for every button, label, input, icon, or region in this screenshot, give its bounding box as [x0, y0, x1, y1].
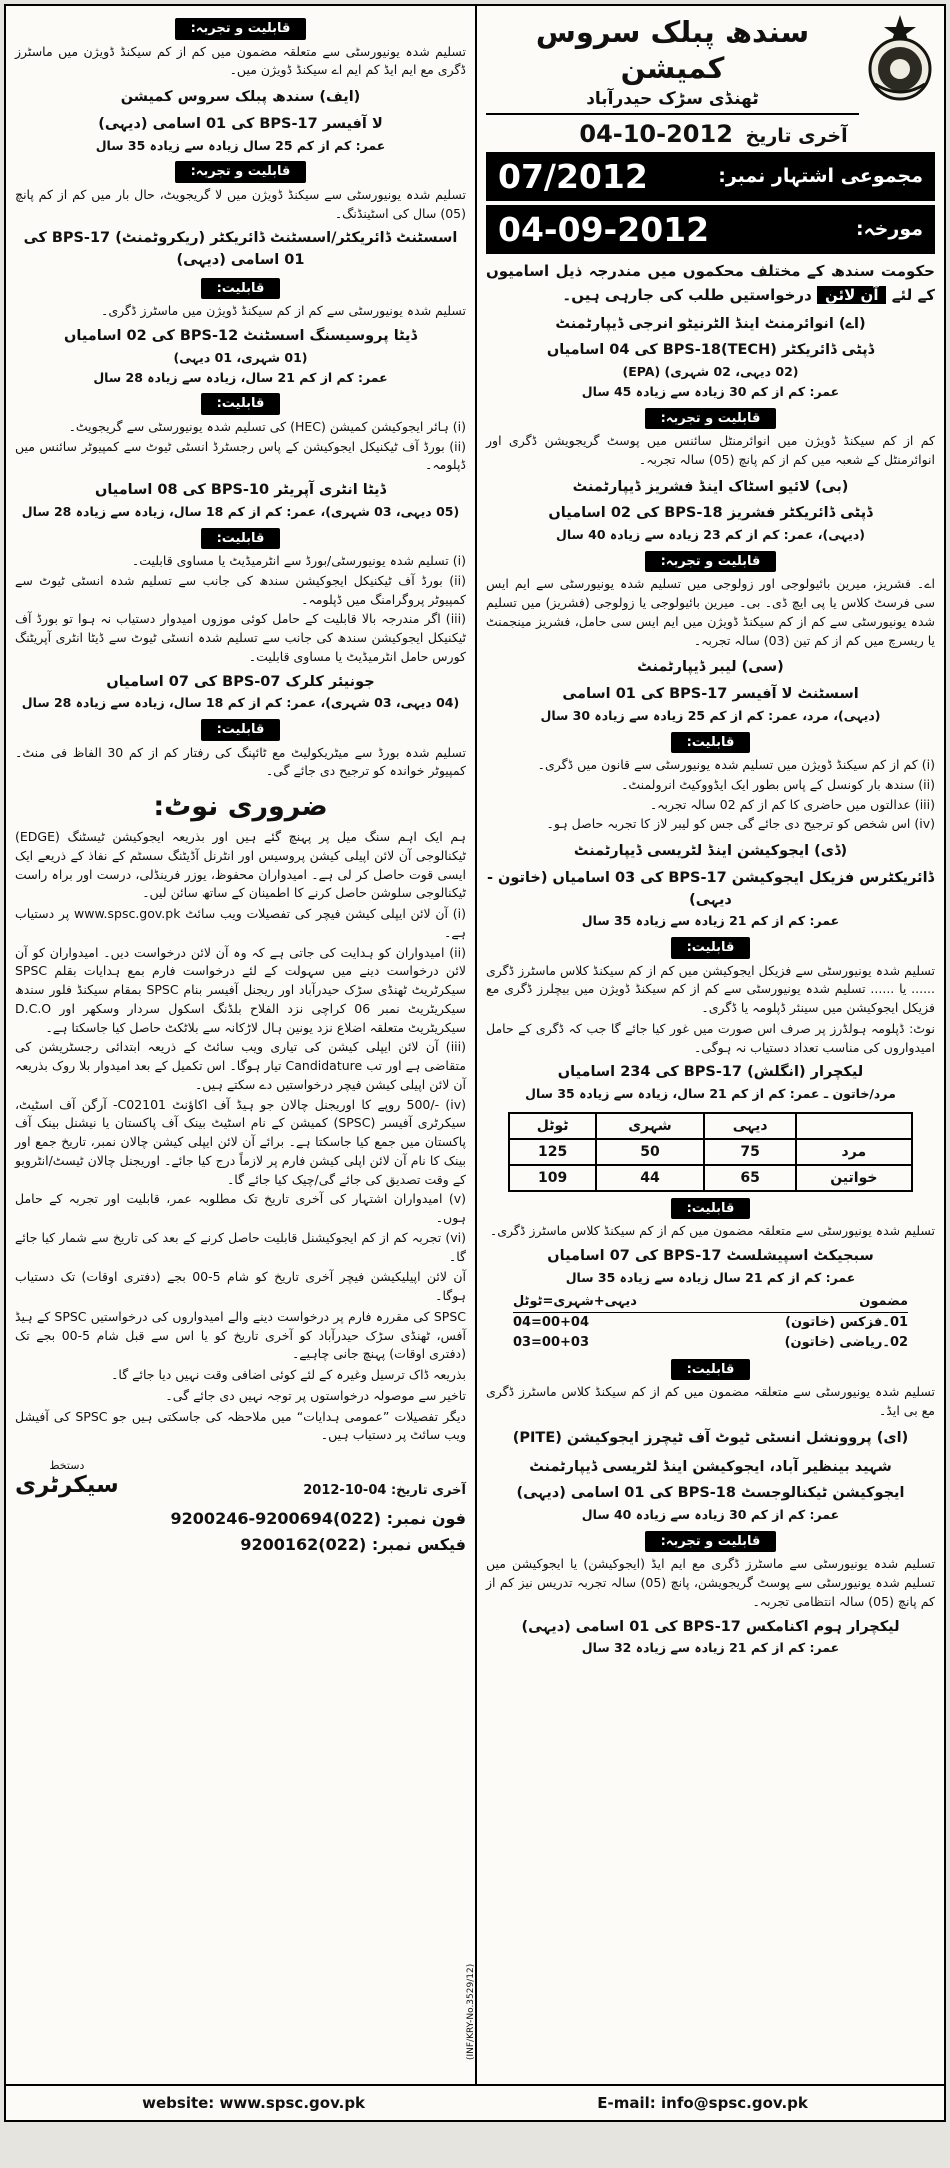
post-title: ایجوکیشن ٹیکنالوجسٹ BPS-18 کی 01 اسامی (دیہی)	[516, 1485, 905, 1502]
department-heading: (ایف) سندھ پبلک سروس کمیشن	[120, 89, 361, 105]
female-total: 109	[509, 1165, 595, 1191]
subject-specialist-table	[513, 1292, 908, 1353]
masthead-text	[486, 14, 859, 115]
paragraph: تسلیم شدہ یونیورسٹی سے فزیکل ایجوکیشن میں کم از کم سیکنڈ کلاس ماسٹرز ڈگری ...... یا ...... تسلیم شدہ یونیورسٹی سے کم از کم سیکنڈ ڈویژن میں بیچلرز ڈگری مع فزیکل ایجوکیشن میں سینئر ڈپلومہ یا ڈگری۔	[486, 962, 935, 1015]
commission-title: سندھ پبلک سروس کمیشن	[535, 15, 810, 86]
spsc-logo	[865, 14, 935, 102]
advert-date-value: 04-09-2012	[498, 209, 710, 249]
fax-number: فیکس نمبر: (022)9200162	[240, 1534, 466, 1554]
paragraph: آن لائن اپیلیکیشن فیچر آخری تاریخ کو شام 5-00 بجے (دفتری اوقات) تک دستیاب ہوگا۔	[15, 1269, 467, 1303]
last-date-line	[486, 120, 935, 148]
row-label-female: خواتین	[796, 1165, 911, 1191]
paragraph: تسلیم شدہ یونیورسٹی سے سیکنڈ ڈویژن میں لا گریجویٹ، حال بار میں کم از کم پانچ (05) سال کی اسٹینڈنگ۔	[15, 186, 466, 221]
female-urban: 44	[596, 1165, 704, 1191]
right-blocks-a	[486, 314, 935, 1104]
list-item: (i) کم از کم سیکنڈ ڈویژن میں تسلیم شدہ یونیورسٹی سے قانون میں ڈگری۔	[537, 757, 935, 772]
paragraph: کم از کم سیکنڈ ڈویژن میں انوائرمنٹل سائنس میں پوسٹ گریجویشن ڈگری اور انوائرمنٹل کے شعبہ میں کم از کم پانچ (05) سالہ تجربہ۔	[486, 433, 935, 467]
qualification-label: قابلیت و تجربہ:	[175, 161, 307, 183]
detail-line: (دیہی)، مرد، عمر: کم از کم 25 زیادہ سے زیادہ 30 سال	[540, 707, 881, 723]
qualification-label: قابلیت:	[671, 732, 751, 754]
post-title: لیکچرار (انگلش) BPS-17 کی 234 اسامیاں	[557, 1064, 864, 1081]
detail-line: عمر: کم از کم 21 زیادہ سے زیادہ 32 سال	[581, 1640, 840, 1656]
post-title: ڈپٹی ڈائریکٹر فشریز BPS-18 کی 02 اسامیاں	[548, 505, 873, 522]
detail-line: عمر: کم از کم 30 زیادہ سے زیادہ 45 سال	[581, 383, 840, 399]
email-text: E-mail: info@spsc.gov.pk	[597, 2094, 808, 2112]
subject-row	[513, 1313, 908, 1333]
qualification-label: قابلیت:	[201, 393, 281, 415]
signature-block	[15, 1459, 119, 1498]
qualification-label: قابلیت و تجربہ:	[645, 408, 777, 430]
list-item: (iv) -/500 روپے کا اوریجنل چالان جو ہیڈ آف اکاؤنٹ C02101- آرگن آف اسٹیٹ، سیکرٹری آفیسر (SPSC) کمیشن کے نام اسٹیٹ بینک آف پاکستان یا نیشنل بینک آف پاکستان میں جمع کیا جاسکتا ہے۔ برائے آن لائن ایپلی کیشن چالان نمبر، تاریخ جمع اور بینک کا نام آن لائن اپلی کیشن فارم پر لازماً درج کیا جائے۔ اوریجنل چالان ٹیسٹ/انٹرویو کے وقت تصدیق کی جائے گی/چیک کیا جائے گا۔	[15, 1096, 467, 1187]
advert-number-label: مجموعی اشتہار نمبر:	[718, 165, 923, 187]
online-highlight: آن لائن	[817, 286, 886, 304]
paragraph: تسلیم شدہ یونیورسٹی سے متعلقہ مضمون میں کم از کم سیکنڈ ڈویژن میں ماسٹرز ڈگری مع ایم ایڈ کم ایم اے سیکنڈ ڈویژن میں۔	[15, 43, 466, 78]
advert-number-banner	[486, 152, 935, 201]
post-title: ڈپٹی ڈائریکٹر BPS-18(TECH) کی 04 اسامیاں	[546, 342, 875, 359]
post-title: جونیئر کلرک BPS-07 کی 07 اسامیاں	[106, 673, 375, 690]
post-title: اسسٹنٹ ڈائریکٹر/اسسٹنٹ ڈائریکٹر (ریکروٹمنٹ) BPS-17 کی 01 اسامی (دیہی)	[23, 230, 458, 268]
paragraph: تاخیر سے موصولہ درخواستوں پر توجہ نہیں دی جائے گی۔	[165, 1387, 466, 1403]
detail-line: (02 دیہی، 02 شہری) (EPA)	[622, 364, 799, 379]
paragraph: SPSC کی مقررہ فارم پر درخواست دینے والے امیدواروں کی درخواستیں SPSC کے ہیڈ آفس، ٹھنڈی سڑک حیدرآباد کو آخری تاریخ کو یا اس سے قبل شام 5-00 بجے تک (دفتری اوقات) پہنچ جانی چاہیے۔	[15, 1308, 466, 1362]
department-heading: شہید بینظیر آباد، ایجوکیشن اینڈ لٹریسی ڈیپارٹمنٹ	[529, 1458, 892, 1475]
list-item: (v) امیدواران اشتہار کی آخری تاریخ تک مطلوبہ عمر، قابلیت اور تجربہ کے حامل ہوں۔	[15, 1191, 466, 1225]
list-item: (ii) بورڈ آف ٹیکنیکل ایجوکیشن سندھ کی جانب سے تسلیم شدہ انسٹی ٹیوٹ سے کمپیوٹر پروگرامنگ میں ڈپلومہ۔	[15, 572, 466, 607]
list-item: (ii) امیدواران کو ہدایت کی جاتی ہے کہ وہ آن لائن درخواست دیں۔ امیدواران کو آن لائن درخواست دینے میں سہولت کے لئے درخواست فارم بمع ہدایات بقلم SPSC سیکرٹریٹ ٹھنڈی سڑک حیدرآباد اور ریجنل آفیسر بنام SPSC بمقام سیکنڈ فلور سندھ سیکریٹریٹ نمبر 06 کراچی نزد الفلاح بلڈنگ اسکول سردار وسکھر اور D.C.O سیکریٹریٹ متعلقہ اضلاع نزد یونین ہال لاڑکانہ سے بلاٹکٹ حاصل کیا جاسکتا ہے۔	[15, 944, 466, 1035]
qualification-label: قابلیت:	[201, 278, 281, 300]
list-item: (i) تسلیم شدہ یونیورسٹی/بورڈ سے انٹرمیڈیٹ یا مساوی قابلیت۔	[131, 553, 466, 568]
intro-text-before: حکومت سندھ کے مختلف محکموں میں مندرجہ ذیل اسامیوں کے لئے	[486, 261, 935, 304]
subjects-header-row	[513, 1292, 908, 1313]
intro-text-after: درخواستیں طلب کی جارہی ہیں۔	[562, 285, 812, 304]
important-note-heading: ضروری نوٹ:	[153, 791, 328, 822]
last-date-label: آخری تاریخ	[745, 124, 848, 147]
columns	[6, 6, 944, 2084]
male-total: 125	[509, 1139, 595, 1165]
signature-area	[15, 1459, 466, 1498]
qualification-label: قابلیت و تجربہ:	[645, 551, 777, 573]
signature-script: دستخط	[49, 1459, 85, 1472]
subject-counts: 04=00+04	[512, 1314, 590, 1330]
department-heading: (ای) پروونشل انسٹی ٹیوٹ آف ٹیچرز ایجوکیشن (PITE)	[512, 1429, 909, 1446]
right-blocks-c	[486, 1359, 935, 1658]
row-label-male: مرد	[796, 1139, 911, 1165]
paragraph: تسلیم شدہ یونیورسٹی سے متعلقہ مضمون میں کم از کم سیکنڈ کلاس ماسٹرز ڈگری مع بی ایڈ۔	[486, 1384, 935, 1419]
last-date-value: 04-10-2012	[579, 119, 733, 148]
detail-line: عمر: کم از کم 21 زیادہ سے زیادہ 35 سال	[581, 913, 840, 929]
detail-line: عمر: کم از کم 21 سال، زیادہ سے زیادہ 28 سال	[93, 369, 388, 385]
inf-reference: (INF/KRY-No.3529/12)	[466, 1963, 476, 2060]
vacancy-table-header-row	[509, 1113, 911, 1139]
phone-number: فون نمبر: (022)9200694-9200246	[170, 1509, 466, 1528]
paragraph: نوٹ: ڈپلومہ ہولڈرز پر صرف اس صورت میں غور کیا جائے گا جب کہ ڈگری کے حامل امیدواروں کی مناسب تعداد دستیاب نہ ہوگی۔	[486, 1020, 935, 1055]
paragraph: ہم ایک اہم سنگ میل پر پہنچ گئے ہیں اور بذریعہ ایجوکیشن ٹیسٹنگ (EDGE) ٹیکنالوجی آن لائن اپیلی کیشن پروسیس اور انٹرنل آڈیٹنگ سسٹم کے نفاذ کے ذریعے ایک ایسی قوت حاصل کر لی ہے۔ امیدواران محفوظ، یوزر فرینڈلی، درست اور براہ راست ٹیکنالوجی سلوشن حاصل کرنے کا اطمینان کے ساتھ سائن لیں۔	[15, 829, 466, 901]
subjects-header-name: مضمون	[859, 1293, 909, 1309]
detail-line: عمر: کم از کم 21 سال زیادہ سے زیادہ 35 سال	[565, 1269, 856, 1285]
paragraph: دیگر تفصیلات ”عمومی ہدایات“ میں ملاحظہ کی جاسکتی ہیں جو SPSC کی آفیشل ویب سائٹ پر دستیاب ہیں۔	[15, 1408, 467, 1443]
paragraph: تسلیم شدہ یونیورسٹی سے متعلقہ مضمون میں کم از کم سیکنڈ کلاس ماسٹرز ڈگری۔	[489, 1223, 935, 1239]
vacancy-table	[508, 1112, 912, 1192]
qualification-label: قابلیت:	[201, 719, 281, 741]
subject-name: 01۔فزکس (خاتون)	[785, 1314, 909, 1330]
list-item: (iii) آن لائن ایپلی کیشن کی تیاری ویب سائٹ کے ذریعہ ابتدائی رجسٹریشن کی متقاضی ہے اور تب Candidature تیار ہوگا۔ اس تکمیل کے بعد امیدوار بلا روک بذریعہ آن لائن اپیلی کیشن فیچر درخواستیں دے سکتے ہیں۔	[15, 1039, 466, 1092]
right-blocks-b	[486, 1198, 935, 1288]
commission-address: ٹھنڈی سڑک حیدرآباد	[486, 89, 859, 115]
col-header-total: ٹوٹل	[509, 1113, 595, 1139]
masthead	[486, 12, 935, 115]
detail-line: (04 دیہی، 03 شہری)، عمر: کم از کم 18 سال، زیادہ سے زیادہ 28 سال	[21, 695, 460, 711]
post-title: لیکچرار ہوم اکنامکس BPS-17 کی 01 اسامی (دیہی)	[521, 1618, 900, 1635]
table-corner-cell	[796, 1113, 911, 1139]
col-header-rural: دیہی	[704, 1113, 796, 1139]
subject-counts: 03=00+03	[512, 1334, 590, 1350]
right-column	[475, 6, 944, 2084]
qualification-label: قابلیت و تجربہ:	[645, 1531, 777, 1553]
post-title: ڈیٹا انٹری آپریٹر BPS-10 کی 08 اسامیاں	[94, 482, 387, 498]
list-item: (ii) بورڈ آف ٹیکنیکل ایجوکیشن کے پاس رجسٹرڈ انسٹی ٹیوٹ سے کمپیوٹر سائنس میں ڈپلومہ۔	[15, 438, 466, 473]
advert-date-banner	[486, 205, 935, 254]
spsc-advertisement	[4, 4, 946, 2122]
qualification-label: قابلیت:	[671, 937, 751, 959]
contact-block	[15, 1506, 466, 1557]
female-rural: 65	[704, 1165, 796, 1191]
left-blocks-b	[15, 828, 466, 1445]
post-title: اسسٹنٹ لا آفیسر BPS-17 کی 01 اسامی	[562, 686, 859, 702]
male-urban: 50	[596, 1139, 704, 1165]
subjects-header-counts: دیہی+شہری=ٹوٹل	[512, 1293, 637, 1309]
advert-number-value: 07/2012	[498, 156, 648, 196]
table-row-male	[509, 1139, 911, 1165]
post-title: ڈیٹا پروسیسنگ اسسٹنٹ BPS-12 کی 02 اسامیاں	[64, 328, 417, 344]
list-item: (vi) تجربہ کم از کم ایجوکیشنل قابلیت حاصل کرنے کے بعد کی تاریخ سے شمار کیا جائے گا۔	[15, 1229, 466, 1264]
subject-row	[513, 1333, 908, 1353]
qualification-label: قابلیت و تجربہ:	[175, 18, 307, 40]
closing-date: آخری تاریخ: 04-10-2012	[303, 1483, 466, 1498]
qualification-label: قابلیت:	[671, 1198, 751, 1220]
paragraph: تسلیم شدہ بورڈ سے میٹریکولیٹ مع ٹائپنگ کی رفتار کم از کم 30 الفاظ فی منٹ۔ کمپیوٹر خواندہ کو ترجیح دی جائے گی۔	[15, 744, 466, 779]
website-text: website: www.spsc.gov.pk	[142, 2094, 366, 2112]
intro-paragraph	[486, 259, 935, 307]
paragraph: اے۔ فشریز، میرین بائیولوجی اور زولوجی میں تسلیم شدہ یونیورسٹی سے ایم ایس سی فرسٹ کلاس یا پی ایچ ڈی۔ بی۔ میرین بائیولوجی یا زولوجی (فشریز) میں تسلیم شدہ یونیورسٹی سے کم از کم سیکنڈ ڈویژن میں ایم ایس سی حامل، فشریز مینجمنٹ یا ریسرچ میں کم از کم تین (03) سالہ تجربہ۔	[486, 576, 935, 648]
list-item: (iii) عدالتوں میں حاضری کا کم از کم 02 سالہ تجربہ۔	[649, 796, 935, 812]
left-blocks-a	[15, 18, 466, 781]
post-title: سبجیکٹ اسپیشلسٹ BPS-17 کی 07 اسامیاں	[547, 1248, 874, 1264]
list-item: (ii) سندھ بار کونسل کے پاس بطور ایک ایڈووکیٹ انرولمنٹ۔	[621, 776, 935, 792]
department-heading: (سی) لیبر ڈیپارٹمنٹ	[637, 659, 784, 676]
paragraph: بذریعہ ڈاک ترسیل وغیرہ کے لئے کوئی اضافی وقت نہیں دیا جائے گا۔	[111, 1367, 466, 1382]
footer	[6, 2084, 944, 2120]
list-item: (i) ہائر ایجوکیشن کمیشن (HEC) کی تسلیم شدہ یونیورسٹی سے گریجویٹ۔	[68, 418, 466, 434]
detail-line: مرد/خاتون ـ عمر: کم از کم 21 سال، زیادہ سے زیادہ 35 سال	[525, 1086, 896, 1101]
detail-line: عمر: کم از کم 30 زیادہ سے زیادہ 40 سال	[581, 1507, 840, 1523]
qualification-label: قابلیت:	[671, 1359, 751, 1381]
left-column	[6, 6, 475, 2084]
department-heading: (ڈی) ایجوکیشن اینڈ لٹریسی ڈیپارٹمنٹ	[573, 843, 848, 859]
detail-line: (01 شہری، 01 دیہی)	[173, 349, 308, 365]
list-item: (iv) اس شخص کو ترجیح دی جائے گی جس کو لیبر لاز کا تجربہ حاصل ہو۔	[546, 816, 935, 832]
paragraph: تسلیم شدہ یونیورسٹی سے کم از کم سیکنڈ ڈویژن میں ماسٹرز ڈگری۔	[101, 303, 466, 319]
post-title: ڈائریکٹرس فزیکل ایجوکیشن BPS-17 کی 03 اسامیاں (خاتون - دیہی)	[486, 869, 935, 908]
detail-line: عمر: کم از کم 25 سال زیادہ سے زیادہ 35 سال	[95, 137, 386, 153]
qualification-label: قابلیت:	[201, 528, 281, 550]
detail-line: (05 دیہی، 03 شہری)، عمر: کم از کم 18 سال، زیادہ سے زیادہ 28 سال	[21, 503, 460, 519]
list-item: (i) آن لائن ایپلی کیشن فیچر کی تفصیلات ویب سائٹ www.spsc.gov.pk پر دستیاب ہے۔	[15, 906, 467, 940]
table-row-female	[509, 1165, 911, 1191]
male-rural: 75	[704, 1139, 796, 1165]
department-heading: (بی) لائیو اسٹاک اینڈ فشریز ڈیپارٹمنٹ	[572, 478, 849, 495]
advert-date-label: مورخہ:	[855, 218, 923, 240]
col-header-urban: شہری	[596, 1113, 704, 1139]
secretary-title: سیکرٹری	[15, 1472, 119, 1498]
list-item: (iii) اگر مندرجہ بالا قابلیت کے حامل کوئی موزوں امیدوار دستیاب نہ ہوا تو بورڈ آف ٹیکنیکل ایجوکیشن سندھ کی جانب سے تسلیم شدہ انسٹی ٹیوٹ سے ڈیٹا انٹری آپریٹنگ کورس حامل انٹرمیڈیٹ یا مساوی قابلیت۔	[15, 611, 466, 664]
post-title: لا آفیسر BPS-17 کی 01 اسامی (دیہی)	[98, 115, 383, 132]
detail-line: (دیہی)، عمر: کم از کم 23 زیادہ سے زیادہ 40 سال	[555, 527, 865, 542]
paragraph: تسلیم شدہ یونیورسٹی سے ماسٹرز ڈگری مع ایم ایڈ (ایجوکیشن) یا ایجوکیشن میں تسلیم شدہ یونیورسٹی سے پوسٹ گریجویشن، پانچ (05) سالہ تجربہ تدریس نیز کم از کم پانچ (05) سالہ انتظامی تجربہ۔	[486, 1556, 935, 1609]
subject-name: 02۔ریاضی (خاتون)	[784, 1334, 909, 1350]
department-heading: (اے) انوائرمنٹ اینڈ الٹرنیٹو انرجی ڈیپارٹمنٹ	[555, 315, 866, 332]
